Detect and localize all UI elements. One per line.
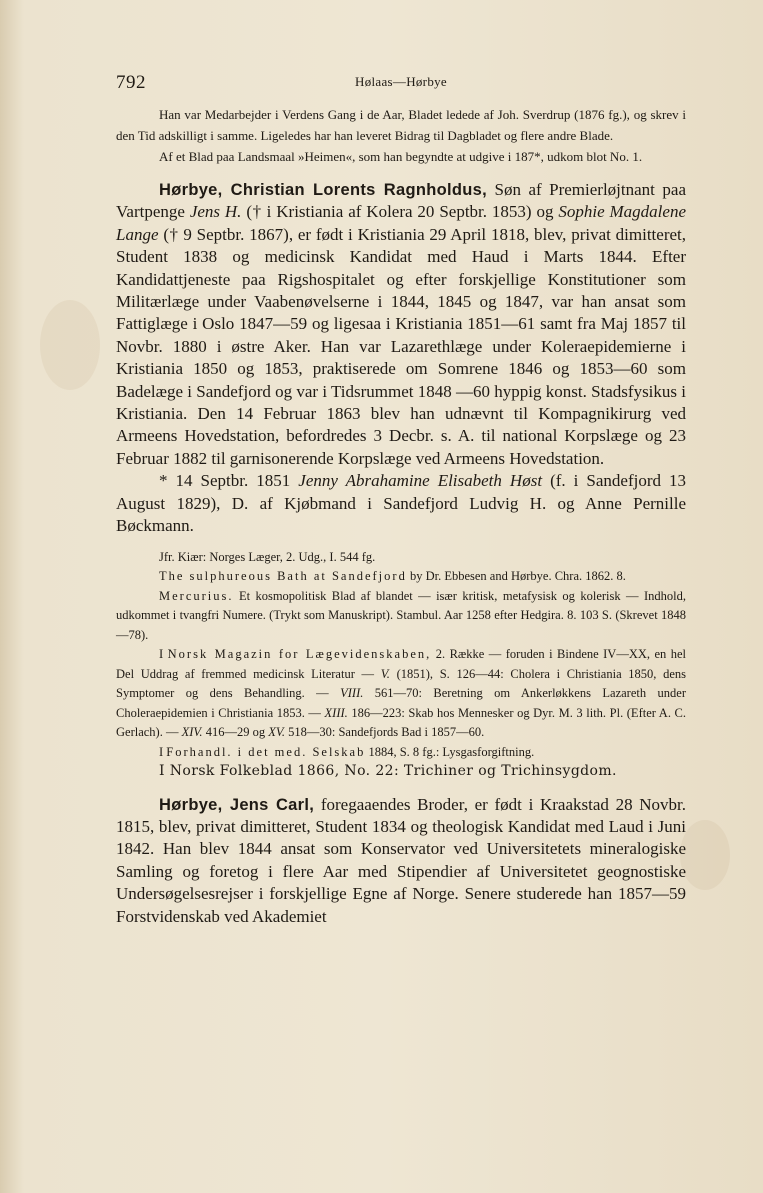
page-number: 792 bbox=[116, 72, 146, 93]
marriage-paragraph bbox=[116, 470, 686, 537]
intro-paragraph: Han var Medarbejder i Verdens Gang i de Aar, Bladet ledede af Joh. Sverdrup (1876 fg.), og skrev i den Tid adskilligt i samme. Ligeledes har han leveret Bidrag til Dagbladet og flere andre Blade. bbox=[116, 107, 686, 143]
reference-text: I bbox=[159, 744, 164, 759]
volume-number: V. bbox=[380, 666, 390, 681]
entry-text: († 9 Septbr. 1867), er født i Kristiania 29 April 1818, blev, privat dimitteret, Student 1838 og medicinsk Kandidat med Haud i Marts 1844. Efter Kandidattjeneste paa Rigshospitalet og efter forskjellige Konstitutioner som Militærlæge under Vaabenøvelserne i 1844, 1845 og 1847, var han ansat som Fattiglæge i Oslo 1847—59 og ligesaa i Kristiania 1851—61 samt fra Maj 1857 til Novbr. 1880 i østre Aker. Han var Lazarethlæge under Koleraepidemierne i Kristiania 1850 og 1853, praktiserede om Somrene 1846 og 1853—60 som Badelæge i Sandefjord og var i Tidsrummet 1848 —60 hyppig konst. Stadsfysikus i Kristiania. Den 14 Februar 1863 blev han udnævnt til Kompagnikirurg ved Armeens Hovedstation, befordredes 3 Decbr. s. A. til national Korpslæge og 23 Februar 1882 til garnisonerende Korpslæge ved Armeens Hovedstation. bbox=[116, 224, 687, 468]
reference-text: (1851), S. 126—44: Cholera i Christiania 1850, dens Symptomer og dens Behandling. — bbox=[116, 666, 687, 700]
reference-text: 186—223: Skab hos Mennesker og Dyr. M. 3 lith. Pl. (Efter A. C. Gerlach). — bbox=[116, 705, 687, 739]
page-header bbox=[116, 70, 686, 98]
wife-name: Jenny Abrahamine Elisabeth Høst bbox=[298, 471, 543, 491]
reference-item bbox=[116, 587, 686, 646]
volume-number: XV. bbox=[268, 725, 285, 739]
biography-entry bbox=[116, 179, 686, 538]
reference-text: Et kosmopolitisk Blad af blandet — især kritisk, metafysisk og kolerisk — Indhold, udkommet i tvangfri Numere. (Trykt som Manuskript). Stambul. Aar 1258 efter Hedgira. 8. 103 S. (Skrevet 1848—78). bbox=[116, 588, 686, 642]
entry-paragraph bbox=[116, 794, 686, 928]
reference-item bbox=[116, 743, 686, 763]
intro-paragraph: Af et Blad paa Landsmaal »Heimen«, som han begyndte at udgive i 187*, udkom blot No. 1. bbox=[159, 149, 643, 164]
paper-stain bbox=[680, 820, 730, 890]
entry-paragraph bbox=[116, 179, 686, 470]
volume-number: XIII. bbox=[324, 705, 348, 720]
reference-text: by Dr. Ebbesen and Hørbye. Chra. 1862. 8. bbox=[409, 569, 626, 583]
reference-text: 1884, S. 8 fg.: Lysgasforgiftning. bbox=[368, 744, 535, 759]
volume-number: XIV. bbox=[181, 725, 203, 739]
reference-title: Mercurius. bbox=[159, 588, 234, 603]
reference-title: The sulphureous Bath at Sandefjord bbox=[159, 569, 407, 583]
entry-name: Hørbye, Christian Lorents Ragnholdus, bbox=[159, 181, 487, 199]
reference-text: 561—70: Beretning om Ankerløkkens Lazareth under Choleraepidemien i Christiania 1853. — bbox=[116, 686, 686, 720]
paper-stain bbox=[40, 300, 100, 390]
reference-item bbox=[116, 645, 686, 743]
reference-item bbox=[116, 567, 686, 587]
entry-text: foregaaendes Broder, er født i Kraakstad 28 Novbr. 1815, blev, privat dimitteret, Student 1834 og theologisk Kandidat med Laud i Juni 1842. Han blev 1844 ansat som Konservator ved Universitetets mineralogiske Samling og foretog i flere Aar med Stipendier af Universitetet geognostiske Undersøgelsesrejser i forskjellige Egne af Norge. Senere studerede han 1857—59 Forstvidenskab ved Akademiet bbox=[116, 794, 687, 926]
entry-text: († i Kristiania af Kolera 20 Septbr. 1853) og bbox=[246, 202, 554, 222]
mother-name: Sophie Magdalene Lange bbox=[116, 202, 686, 244]
volume-number: VIII. bbox=[340, 686, 364, 700]
reference-text: 518—30: Sandefjords Bad i 1857—60. bbox=[288, 725, 485, 739]
reference-text: 416—29 og bbox=[205, 725, 266, 739]
reference-text: I bbox=[159, 647, 164, 661]
reference-item: I Norsk Folkeblad 1866, No. 22: Trichiner og Trichinsygdom. bbox=[159, 763, 617, 779]
biography-entry bbox=[116, 794, 686, 928]
page-content bbox=[116, 104, 686, 928]
running-title: Hølaas—Hørbye bbox=[355, 74, 447, 89]
marriage-text: (f. i Sandefjord 13 August 1829), D. af Kjøbmand i Sandefjord Ludvig H. og Anne Pernille Bøckmann. bbox=[116, 471, 687, 536]
father-name: Jens H. bbox=[189, 202, 242, 222]
reference-list bbox=[116, 548, 686, 782]
reference-title: Forhandl. i det med. Selskab bbox=[166, 744, 366, 759]
entry-text: Søn af Premierløjtnant paa Vartpenge bbox=[116, 180, 686, 222]
reference-title: Norsk Magazin for Lægevidenskaben, bbox=[167, 647, 432, 661]
entry-name: Hørbye, Jens Carl, bbox=[159, 795, 315, 814]
reference-item: Jfr. Kiær: Norges Læger, 2. Udg., I. 544 fg. bbox=[159, 549, 376, 564]
marriage-text: * 14 Septbr. 1851 bbox=[159, 471, 291, 491]
reference-text: 2. Række — foruden i Bindene IV—XX, en hel Del Uddrag af fremmed medicinsk Literatur — bbox=[116, 647, 687, 681]
